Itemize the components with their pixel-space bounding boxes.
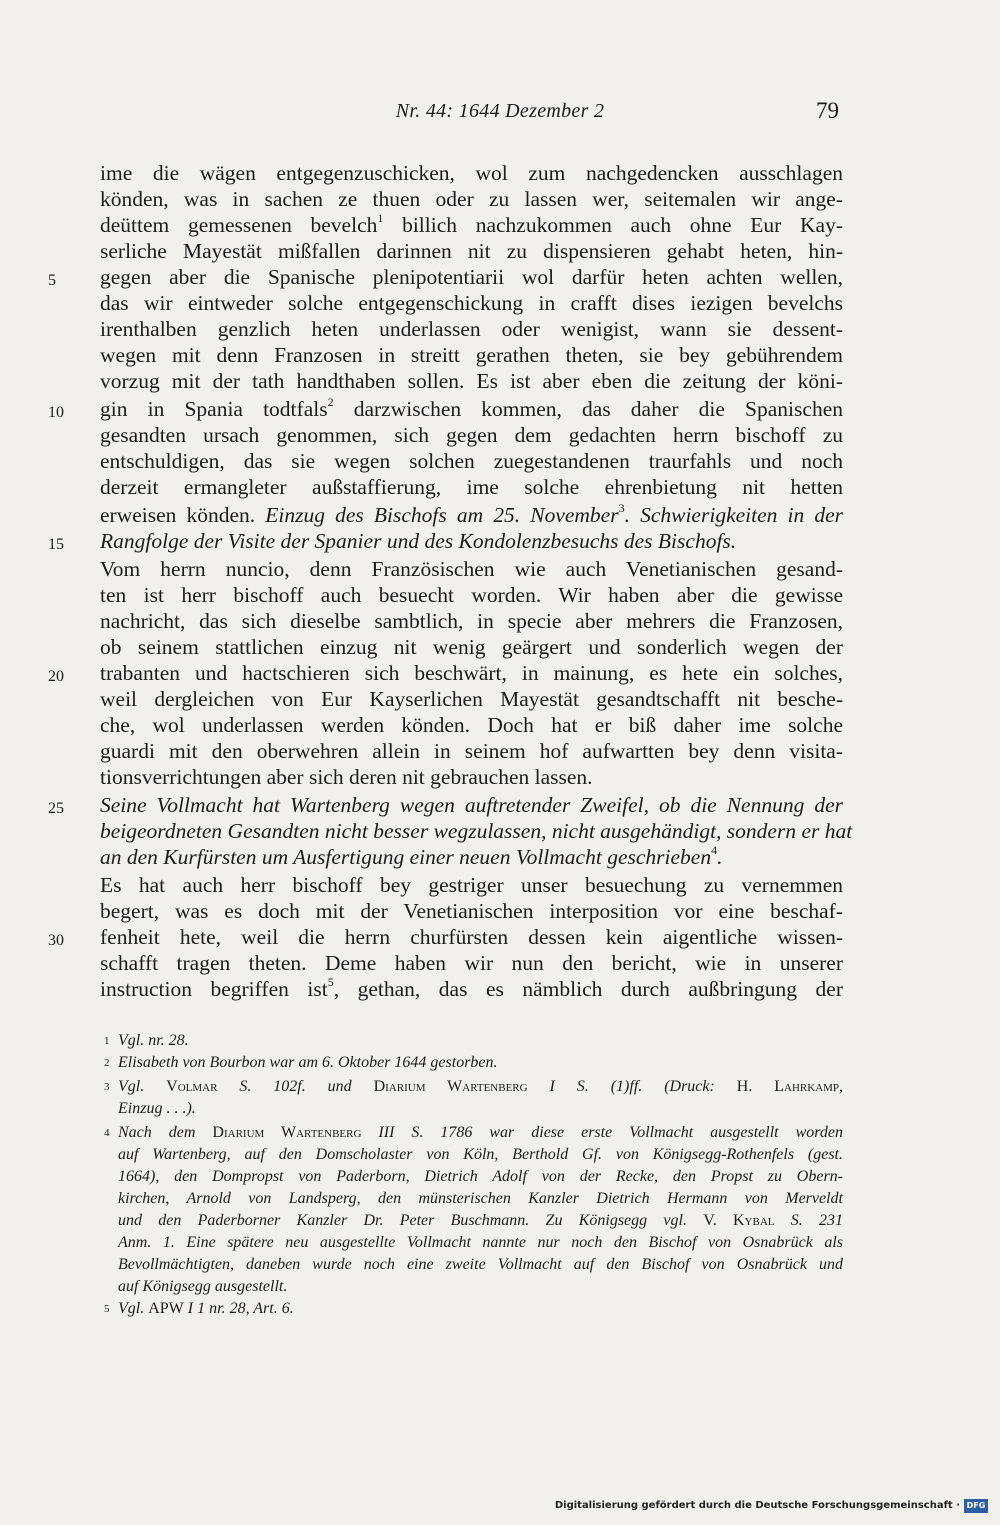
text-line: Es hat auch herr bischoff bey gestriger unser besuechung zu vernemmen xyxy=(100,873,843,897)
line-number: 5 xyxy=(48,272,56,289)
text-line: instruction begriffen ist$^5$, gethan, das es nämblich durch außbringung der xyxy=(100,974,843,1001)
funding-credit: Digitalisierung gefördert durch die Deutsche Forschungsgemeinschaft · xyxy=(554,1500,960,1511)
summary-text: Einzug des Bischofs am 25. November xyxy=(265,503,619,527)
text-line: gegen aber die Spanische plenipotentiarii wol darfür heten achten wellen, xyxy=(100,265,843,289)
text-line: trabanten und hactschieren sich beschwärt, in mainung, es hete ein solches, xyxy=(100,661,843,685)
text-line: gesandten ursach genommen, sich gegen dem gedachten herrn bischoff zu xyxy=(100,423,843,447)
text-line: tionsverrichtungen aber sich deren nit gebrauchen lassen. xyxy=(100,765,593,789)
footnote-number: 3 xyxy=(104,1081,110,1093)
footnote-number: 4 xyxy=(104,1127,110,1139)
text-line: Vom herrn nuncio, denn Französischen wie auch Venetianischen gesand- xyxy=(100,557,843,581)
footnote: auf Königsegg ausgestellt. xyxy=(118,1278,288,1295)
summary-line: beigeordneten Gesandten nicht besser wegzulassen, nicht ausgehändigt, sondern er hat xyxy=(100,819,853,843)
footnote: Elisabeth von Bourbon war am 6. Oktober 1644 gestorben. xyxy=(118,1054,498,1071)
text-line: ob seinem stattlichen einzug nit wenig geärgert und sonderlich wegen der xyxy=(100,635,843,659)
dfg-logo-icon: DFG xyxy=(964,1499,988,1513)
footnote: 1664), den Dompropst von Paderborn, Dietrich Adolf von der Recke, den Propst zu Obern- xyxy=(118,1168,843,1185)
text-line: wegen mit denn Franzosen in streitt gerathen theten, sie bey gebührendem xyxy=(100,343,843,367)
text-line: serliche Mayestät mißfallen darinnen nit zu dispensieren gehabt heten, hin- xyxy=(100,239,843,263)
footnote-number: 1 xyxy=(104,1035,110,1047)
text-line: weil dergleichen von Eur Kayserlichen Mayestät gesandtschafft nit besche- xyxy=(100,687,843,711)
text-line: nachricht, das sich dieselbe sambtlich, in specie aber mehrers die Franzosen, xyxy=(100,609,843,633)
line-number: 30 xyxy=(48,932,64,949)
footnote: kirchen, Arnold von Landsperg, den münsterischen Kanzler Dietrich Hermann von Merveldt xyxy=(118,1190,843,1207)
text-line: irenthalben genzlich heten underlassen oder wenigist, wann sie dessent- xyxy=(100,317,843,341)
text-line: gin in Spania todtfals$^2$ darzwischen kommen, das daher die Spanischen xyxy=(100,394,843,421)
note-mark: 5 xyxy=(327,974,334,989)
text-line: derzeit ermangleter außstaffierung, ime solche ehrenbietung nit hetten xyxy=(100,475,843,499)
summary-line: Rangfolge der Visite der Spanier und des Kondolenzbesuchs des Bischofs. xyxy=(100,529,737,553)
footnote: Vgl. APW I 1 nr. 28, Art. 6. xyxy=(118,1300,294,1317)
footnote: Anm. 1. Eine spätere neu ausgestellte Vollmacht nannte nur noch den Bischof von Osnabrück als xyxy=(118,1234,843,1251)
text-line: deüttem gemessenen bevelch$^1$ billich nachzukommen auch ohne Eur Kay- xyxy=(100,210,843,237)
note-mark: 1 xyxy=(377,210,384,225)
footnote: Vgl. Volmar S. 102f. und Diarium Wartenberg I S. (1)ff. (Druck: H. Lahrkamp, xyxy=(118,1078,844,1095)
text-line: erweisen könden. Einzug des Bischofs am 25. November$^3$. Schwierigkeiten in der xyxy=(100,500,843,527)
text-line: könden, was in sachen ze thuen oder zu lassen wer, seitemalen wir ange- xyxy=(100,187,843,211)
summary-line: an den Kurfürsten um Ausfertigung einer neuen Vollmacht geschrieben$^4$. xyxy=(100,842,723,869)
footnote-number: 2 xyxy=(104,1057,110,1069)
text-line: ime die wägen entgegenzuschicken, wol zum nachgedencken ausschlagen xyxy=(100,161,843,185)
footnote: Nach dem Diarium Wartenberg III S. 1786 war diese erste Vollmacht ausgestellt worden xyxy=(118,1124,843,1141)
summary-text: Schwierigkeiten in der xyxy=(640,503,843,527)
footnote: Einzug . . .). xyxy=(118,1100,196,1117)
text-line: vorzug mit der tath handthaben sollen. Es ist aber eben die zeitung der köni- xyxy=(100,369,843,393)
summary-line: Seine Vollmacht hat Wartenberg wegen auftretender Zweifel, ob die Nennung der xyxy=(100,793,843,817)
line-number: 20 xyxy=(48,668,64,685)
note-mark: 2 xyxy=(327,394,334,409)
footnote: auf Wartenberg, auf den Domscholaster von Köln, Berthold Gf. von Königsegg-Rothenfels (gest. xyxy=(118,1146,843,1163)
text-line: ten ist herr bischoff auch besuecht worden. Wir haben aber die gewisse xyxy=(100,583,843,607)
footnote: und den Paderborner Kanzler Dr. Peter Buschmann. Zu Königsegg vgl. V. Kybal S. 231 xyxy=(118,1212,844,1229)
footnote-number: 5 xyxy=(104,1303,110,1315)
text-line: entschuldigen, das sie wegen solchen zuegestandenen traurfahls und noch xyxy=(100,449,843,473)
running-header: Nr. 44: 1644 Dezember 2 xyxy=(395,100,605,122)
footnote: Vgl. nr. 28. xyxy=(118,1032,189,1049)
text-line: schafft tragen theten. Deme haben wir nun den bericht, wie in unserer xyxy=(100,951,843,975)
line-number: 15 xyxy=(48,536,64,553)
text-line: fenheit hete, weil die herrn churfürsten dessen kein aigentliche wissen- xyxy=(100,925,843,949)
line-number: 10 xyxy=(48,404,64,421)
text-line: das wir eintweder solche entgegenschickung in crafft dises iezigen bevelchs xyxy=(100,291,843,315)
note-mark: 3 xyxy=(618,500,625,515)
footnote: Bevollmächtigten, daneben wurde noch eine zweite Vollmacht auf den Bischof von Osnabrück und xyxy=(118,1256,843,1273)
text-line: guardi mit den oberwehren allein in seinem hof aufwartten bey denn visita- xyxy=(100,739,843,763)
text-line: che, wol underlassen werden könden. Doch hat er biß daher ime solche xyxy=(100,713,843,737)
line-number: 25 xyxy=(48,800,64,817)
text-line: begert, was es doch mit der Venetianischen interposition vor eine beschaf- xyxy=(100,899,843,923)
note-mark: 4 xyxy=(711,842,718,857)
page-number: 79 xyxy=(816,98,839,123)
